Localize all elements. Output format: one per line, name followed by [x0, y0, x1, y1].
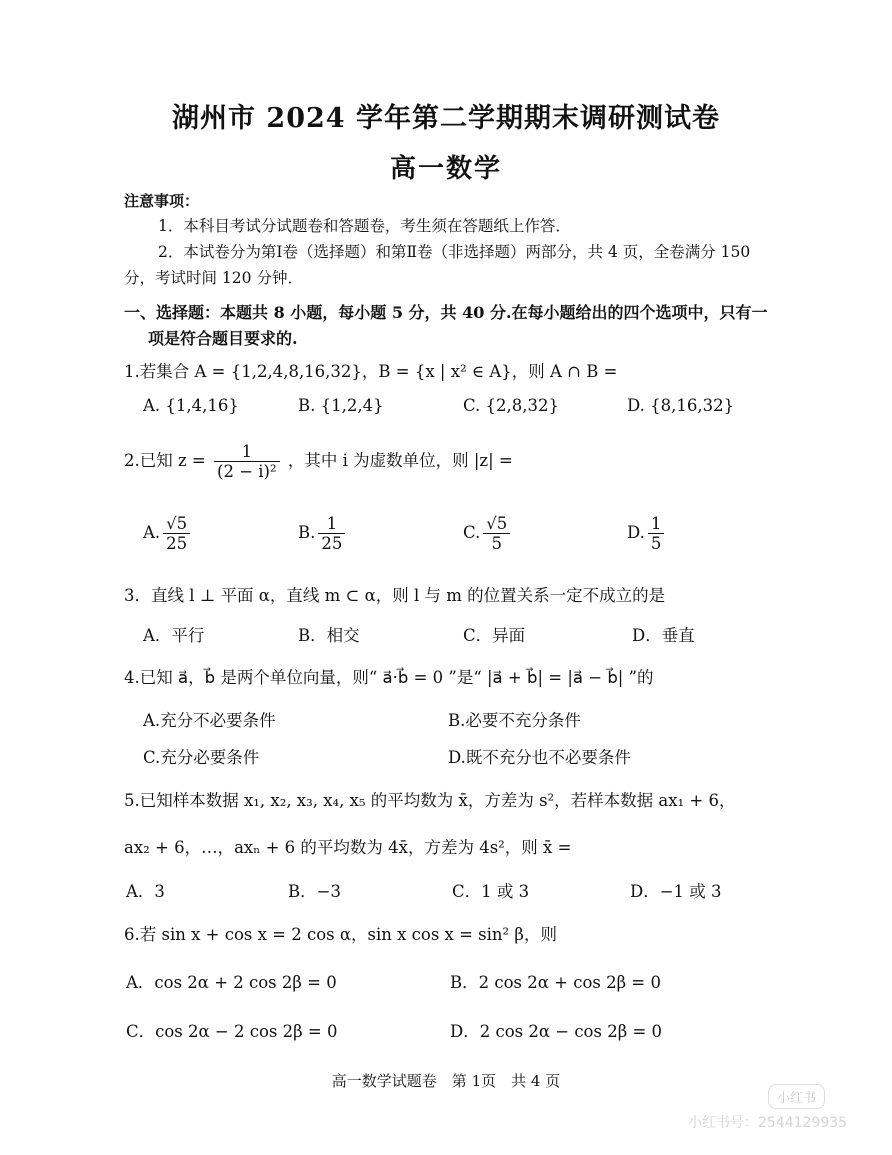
- option-fraction: [648, 514, 665, 553]
- question-5-option-c: C．1 或 3: [452, 882, 530, 901]
- option-label: A.: [143, 523, 161, 542]
- question-3-option-d: D．垂直: [632, 626, 695, 645]
- fraction-numerator: 1: [318, 514, 345, 534]
- question-4-option-a: A.充分不必要条件: [143, 711, 276, 730]
- question-2-fraction-denominator: (2 − i)²: [217, 462, 277, 481]
- question-3-option-b: B．相交: [298, 626, 360, 645]
- question-2-fraction-numerator: 1: [214, 442, 280, 462]
- notice-item-2-line-1: 2．本试卷分为第Ⅰ卷（选择题）和第Ⅱ卷（非选择题）两部分，共 4 页，全卷满分 150: [158, 243, 751, 261]
- notice-item-1: 1．本科目考试分试题卷和答题卷，考生须在答题纸上作答．: [158, 217, 571, 235]
- question-2-option-d: [627, 514, 667, 553]
- question-4-option-d: D.既不充分也不必要条件: [448, 748, 631, 767]
- question-2-stem: [124, 442, 513, 481]
- question-4-option-c: C.充分必要条件: [143, 748, 260, 767]
- fraction-numerator: 1: [648, 514, 665, 534]
- option-label: B.: [298, 523, 316, 542]
- question-2-suffix: ，其中 i 为虚数单位，则 |z| =: [287, 451, 513, 470]
- option-fraction: [163, 514, 190, 553]
- question-5-option-a: A．3: [126, 882, 165, 901]
- question-5-stem-line-1: 5.已知样本数据 x₁, x₂, x₃, x₄, x₅ 的平均数为 x̄，方差为 s²，若样本数据 ax₁ + 6，: [124, 791, 736, 810]
- exam-title: 湖州市 2024 学年第二学期期末调研测试卷: [172, 103, 720, 134]
- question-2-fraction: [214, 442, 280, 481]
- question-1-option-a: A. {1,4,16}: [143, 396, 239, 415]
- fraction-denominator: 25: [166, 534, 188, 553]
- notice-heading: 注意事项：: [124, 192, 200, 210]
- question-4-option-b: B.必要不充分条件: [448, 711, 581, 730]
- exam-subject: 高一数学: [389, 154, 502, 184]
- page-footer: 高一数学试题卷 第 1页 共 4 页: [331, 1072, 561, 1090]
- option-fraction: [318, 514, 345, 553]
- question-1-option-b: B. {1,2,4}: [298, 396, 384, 415]
- fraction-numerator: √5: [163, 514, 190, 534]
- question-4-stem: 4.已知 a⃗，b⃗ 是两个单位向量，则“ a⃗·b⃗ = 0 ”是“ |a⃗ + b⃗| = |a⃗ − b⃗| ”的: [124, 668, 654, 687]
- fraction-numerator: √5: [483, 514, 510, 534]
- question-2-option-a: [143, 514, 193, 553]
- fraction-denominator: 5: [491, 534, 503, 553]
- question-5-stem-line-2: ax₂ + 6，…，axₙ + 6 的平均数为 4x̄，方差为 4s²，则 x̄ =: [124, 838, 572, 857]
- fraction-denominator: 25: [321, 534, 343, 553]
- question-6-option-a: A．cos 2α + 2 cos 2β = 0: [126, 973, 337, 992]
- question-3-stem: 3．直线 l ⊥ 平面 α，直线 m ⊂ α，则 l 与 m 的位置关系一定不成立的是: [124, 586, 666, 605]
- question-1-option-d: D. {8,16,32}: [627, 396, 735, 415]
- question-6-option-c: C．cos 2α − 2 cos 2β = 0: [126, 1022, 338, 1041]
- question-3-option-a: A．平行: [143, 626, 205, 645]
- option-label: D.: [627, 523, 645, 542]
- section-1-heading-line-2: 项是符合题目要求的.: [148, 329, 298, 348]
- question-6-stem: 6.若 sin x + cos x = 2 cos α，sin x cos x = sin² β，则: [124, 925, 557, 944]
- question-2-option-c: [463, 514, 513, 553]
- fraction-denominator: 5: [650, 534, 662, 553]
- question-1-stem: 1.若集合 A = {1,2,4,8,16,32}，B = {x | x² ∈ A}，则 A ∩ B =: [124, 362, 618, 381]
- notice-item-2-line-2: 分，考试时间 120 分钟．: [124, 269, 303, 287]
- question-1-option-c: C. {2,8,32}: [463, 396, 560, 415]
- option-label: C.: [463, 523, 481, 542]
- watermark-logo: 小红书: [768, 1084, 825, 1109]
- question-6-option-b: B．2 cos 2α + cos 2β = 0: [450, 973, 661, 992]
- question-2-option-b: [298, 514, 348, 553]
- section-1-heading-line-1: 一、选择题：本题共 8 小题，每小题 5 分，共 40 分.在每小题给出的四个选项中，只有一: [124, 303, 768, 322]
- question-6-option-d: D．2 cos 2α − cos 2β = 0: [450, 1022, 663, 1041]
- question-5-option-d: D．−1 或 3: [630, 882, 722, 901]
- question-3-option-c: C．异面: [463, 626, 526, 645]
- option-fraction: [483, 514, 510, 553]
- question-2-prefix: 2.已知 z =: [124, 451, 206, 470]
- watermark-account: 小红书号：2544129935: [688, 1115, 848, 1131]
- question-5-option-b: B．−3: [288, 882, 341, 901]
